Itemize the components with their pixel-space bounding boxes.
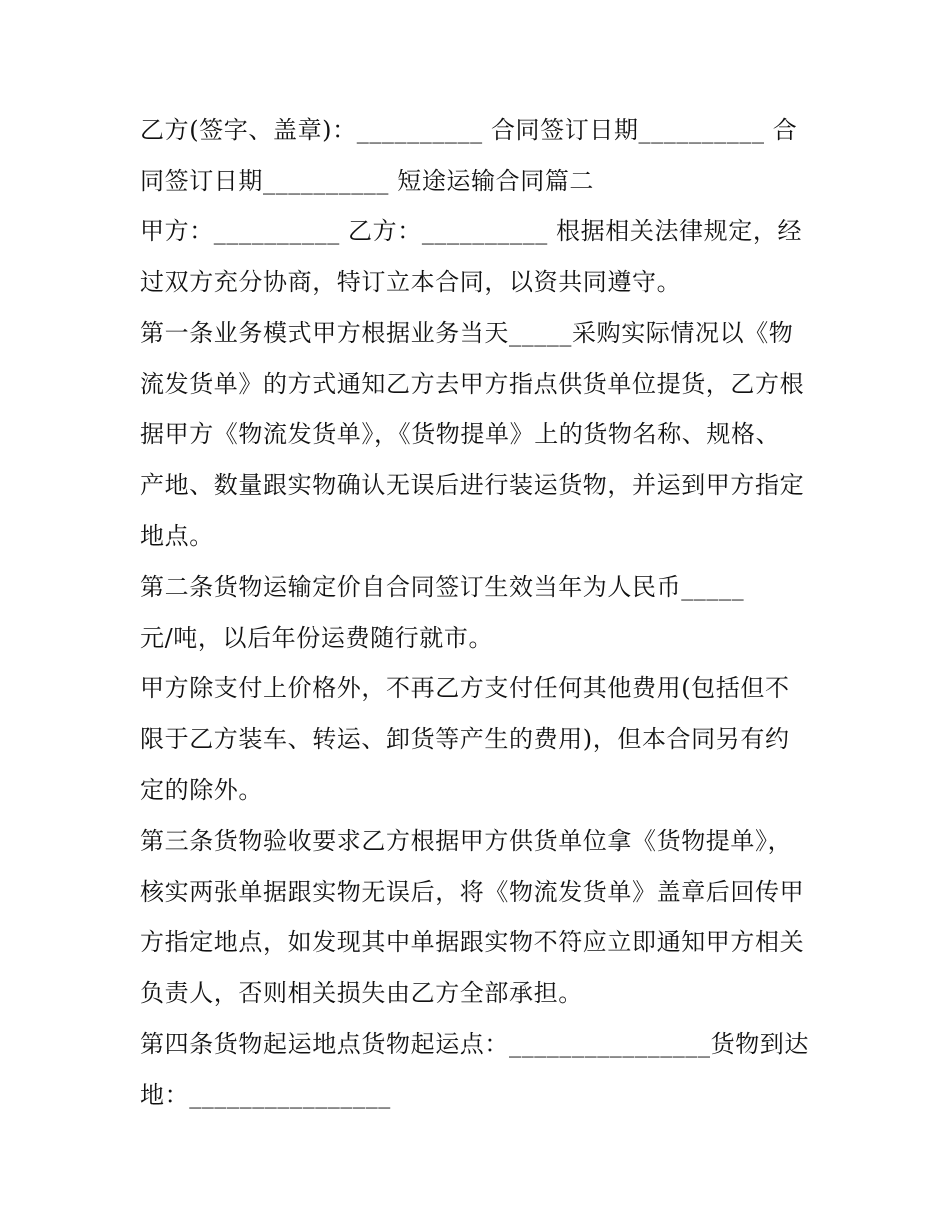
text-line: 元/吨，以后年份运费随行就市。 [140,624,494,652]
text-line: 地：________________ [140,1081,391,1109]
text-line: 第二条货物运输定价自合同签订生效当年为人民币_____ [140,573,745,601]
text-line: 流发货单》的方式通知乙方去甲方指点供货单位提货，乙方根 [140,370,805,398]
text-line: 负责人，否则相关损失由乙方全部承担。 [140,979,583,1007]
text-line: 乙方(签字、盖章)：__________ 合同签订日期__________ 合 [140,116,798,144]
text-line: 定的除外。 [140,776,263,804]
text-line: 甲方：__________ 乙方：__________ 根据相关法律规定，经 [140,217,803,245]
text-line: 核实两张单据跟实物无误后，将《物流发货单》盖章后回传甲 [140,878,805,906]
text-line: 第三条货物验收要求乙方根据甲方供货单位拿《货物提单》， [140,827,793,855]
text-line: 产地、数量跟实物确认无误后进行装运货物，并运到甲方指定 [140,471,805,499]
text-line: 同签订日期__________ 短途运输合同篇二 [140,167,595,195]
text-line: 第一条业务模式甲方根据业务当天_____采购实际情况以《物 [140,319,794,347]
text-line: 甲方除支付上价格外，不再乙方支付任何其他费用(包括但不 [140,674,790,702]
text-line: 方指定地点，如发现其中单据跟实物不符应立即通知甲方相关 [140,928,805,956]
text-line: 限于乙方装车、转运、卸货等产生的费用)，但本合同另有约 [140,725,790,753]
text-line: 地点。 [140,522,214,550]
text-line: 据甲方《物流发货单》，《货物提单》上的货物名称、规格、 [140,420,781,448]
text-line: 第四条货物起运地点货物起运点：________________货物到达 [140,1030,809,1058]
text-line: 过双方充分协商，特订立本合同，以资共同遵守。 [140,268,682,296]
